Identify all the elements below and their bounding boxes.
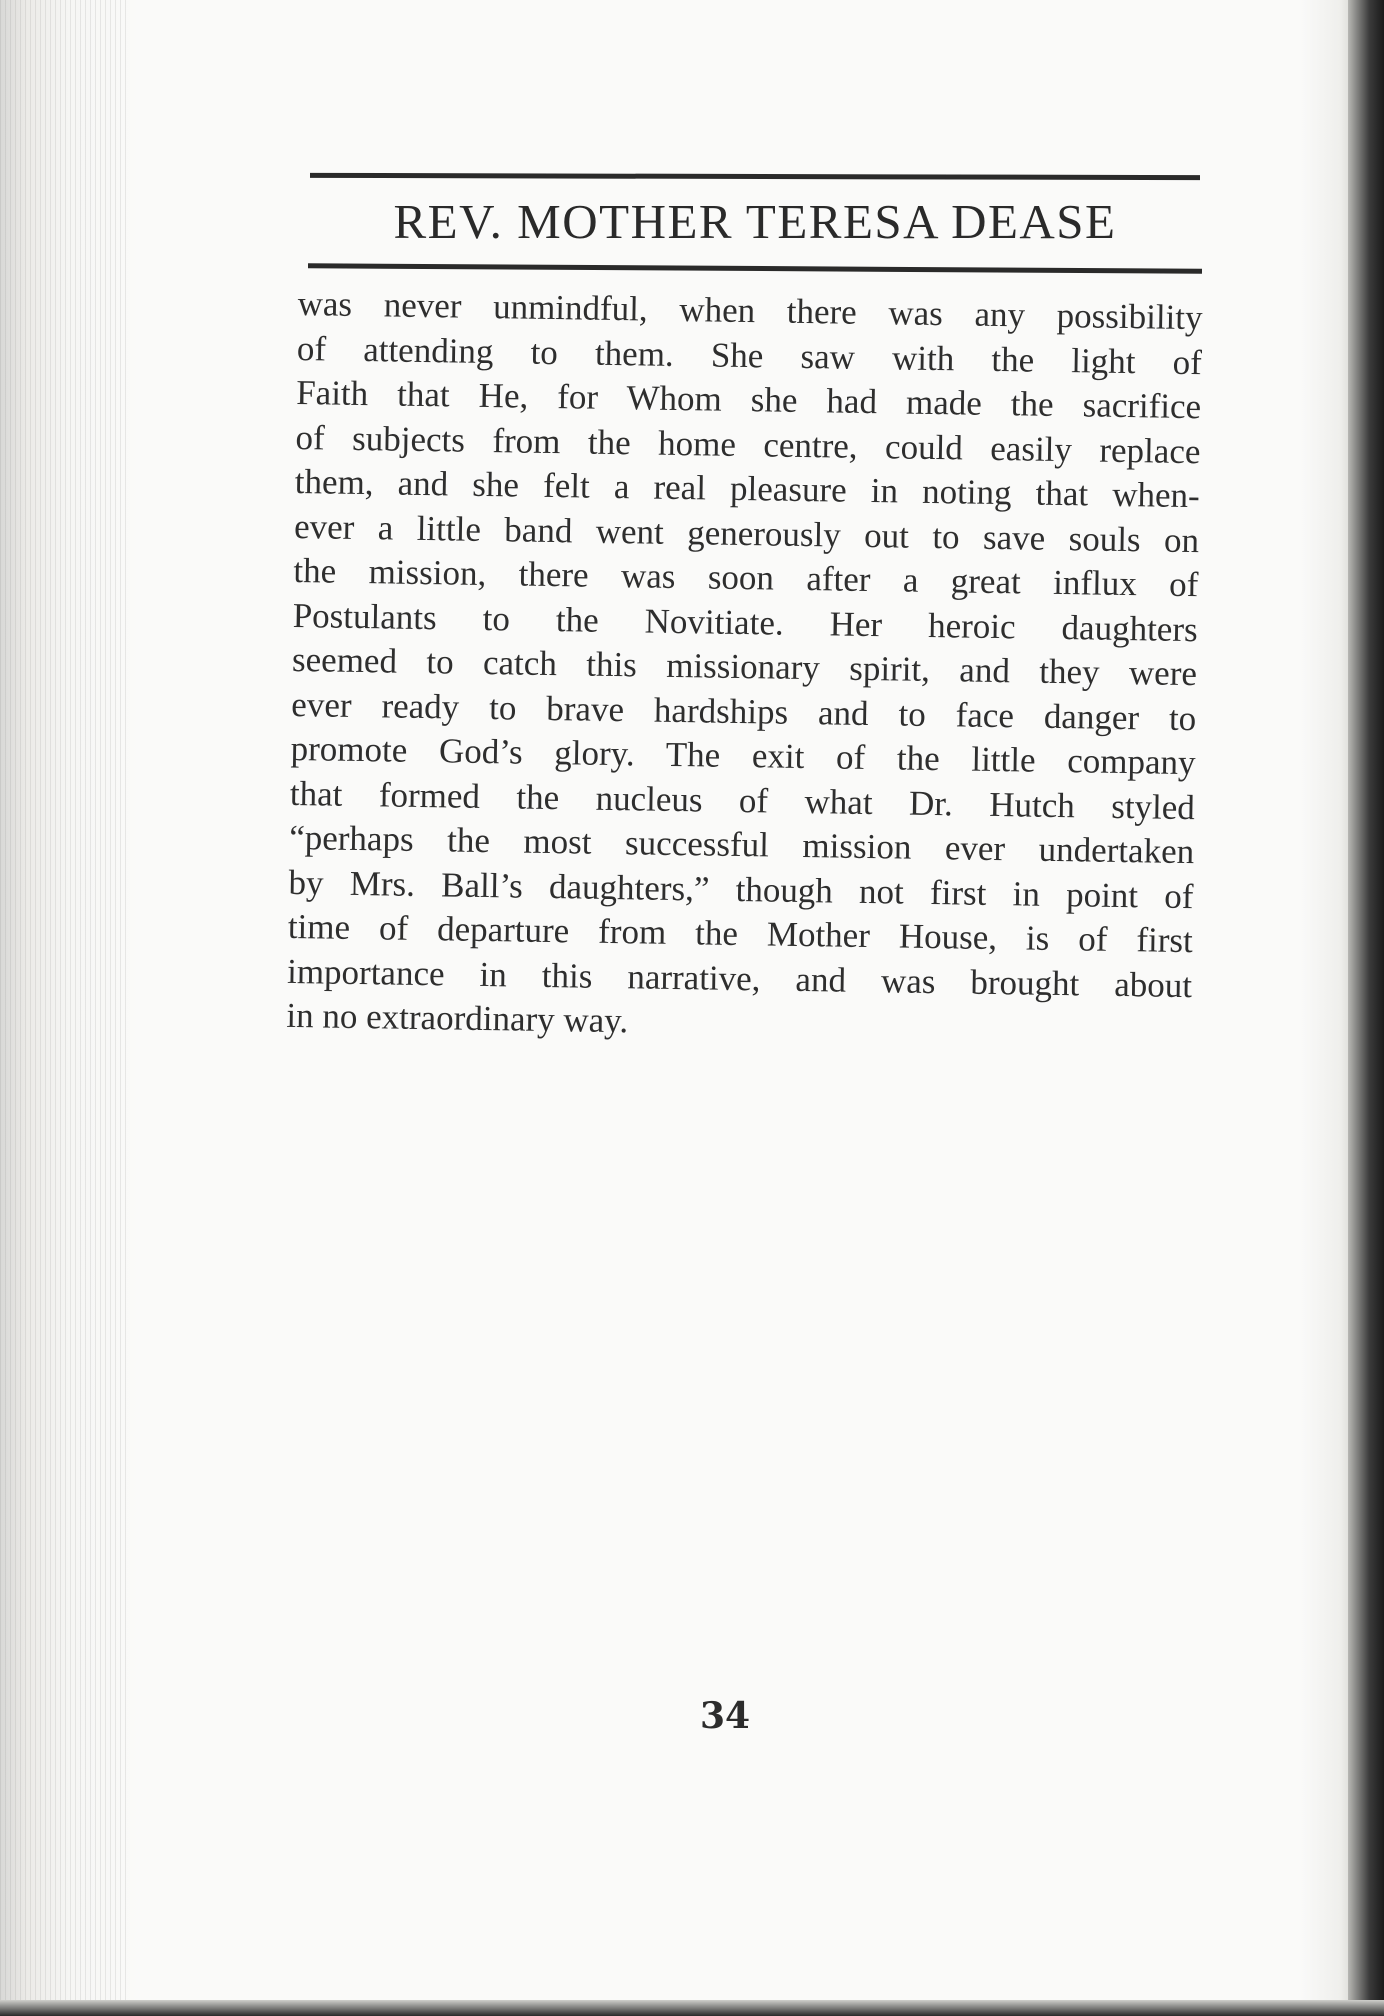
text-line: was never unmindful, when there was any possibility [297, 283, 1203, 338]
text-line: that formed the nucleus of what Dr. Hutch styled [289, 773, 1196, 827]
text-line: ever a little band went generously out to save souls on [293, 506, 1200, 560]
binding-shadow-right [1348, 0, 1384, 2016]
body-text [286, 282, 1203, 1053]
text-line: Postulants to the Novitiate. Her heroic daughters [292, 595, 1198, 649]
text-line: “perhaps the most successful mission ever undertaken [288, 817, 1195, 872]
text-line: time of departure from the Mother House, is of first [287, 906, 1194, 961]
text-line: seemed to catch this missionary spirit, and they were [291, 639, 1198, 694]
text-line: by Mrs. Ball’s daughters,” though not first in point of [288, 862, 1194, 916]
text-line: Faith that He, for Whom she had made the sacrifice [295, 372, 1202, 427]
text-line: in no extraordinary way. [286, 995, 629, 1041]
text-line: of attending to them. She saw with the light of [296, 328, 1203, 382]
running-head: REV. MOTHER TERESA DEASE [393, 194, 1117, 249]
text-line: of subjects from the home centre, could easily replace [295, 417, 1201, 471]
page-bottom-shadow [0, 2000, 1384, 2016]
text-line: promote God’s glory. The exit of the little company [290, 728, 1196, 783]
text-line: ever ready to brave hardships and to face danger to [291, 684, 1197, 738]
text-line: importance in this narrative, and was brought about [286, 951, 1193, 1005]
text-line: the mission, there was soon after a great influx of [293, 550, 1199, 605]
text-line: them, and she felt a real pleasure in noting that when- [294, 461, 1201, 516]
page-number: 34 [699, 1695, 751, 1737]
page-edges-stack [0, 0, 130, 2000]
